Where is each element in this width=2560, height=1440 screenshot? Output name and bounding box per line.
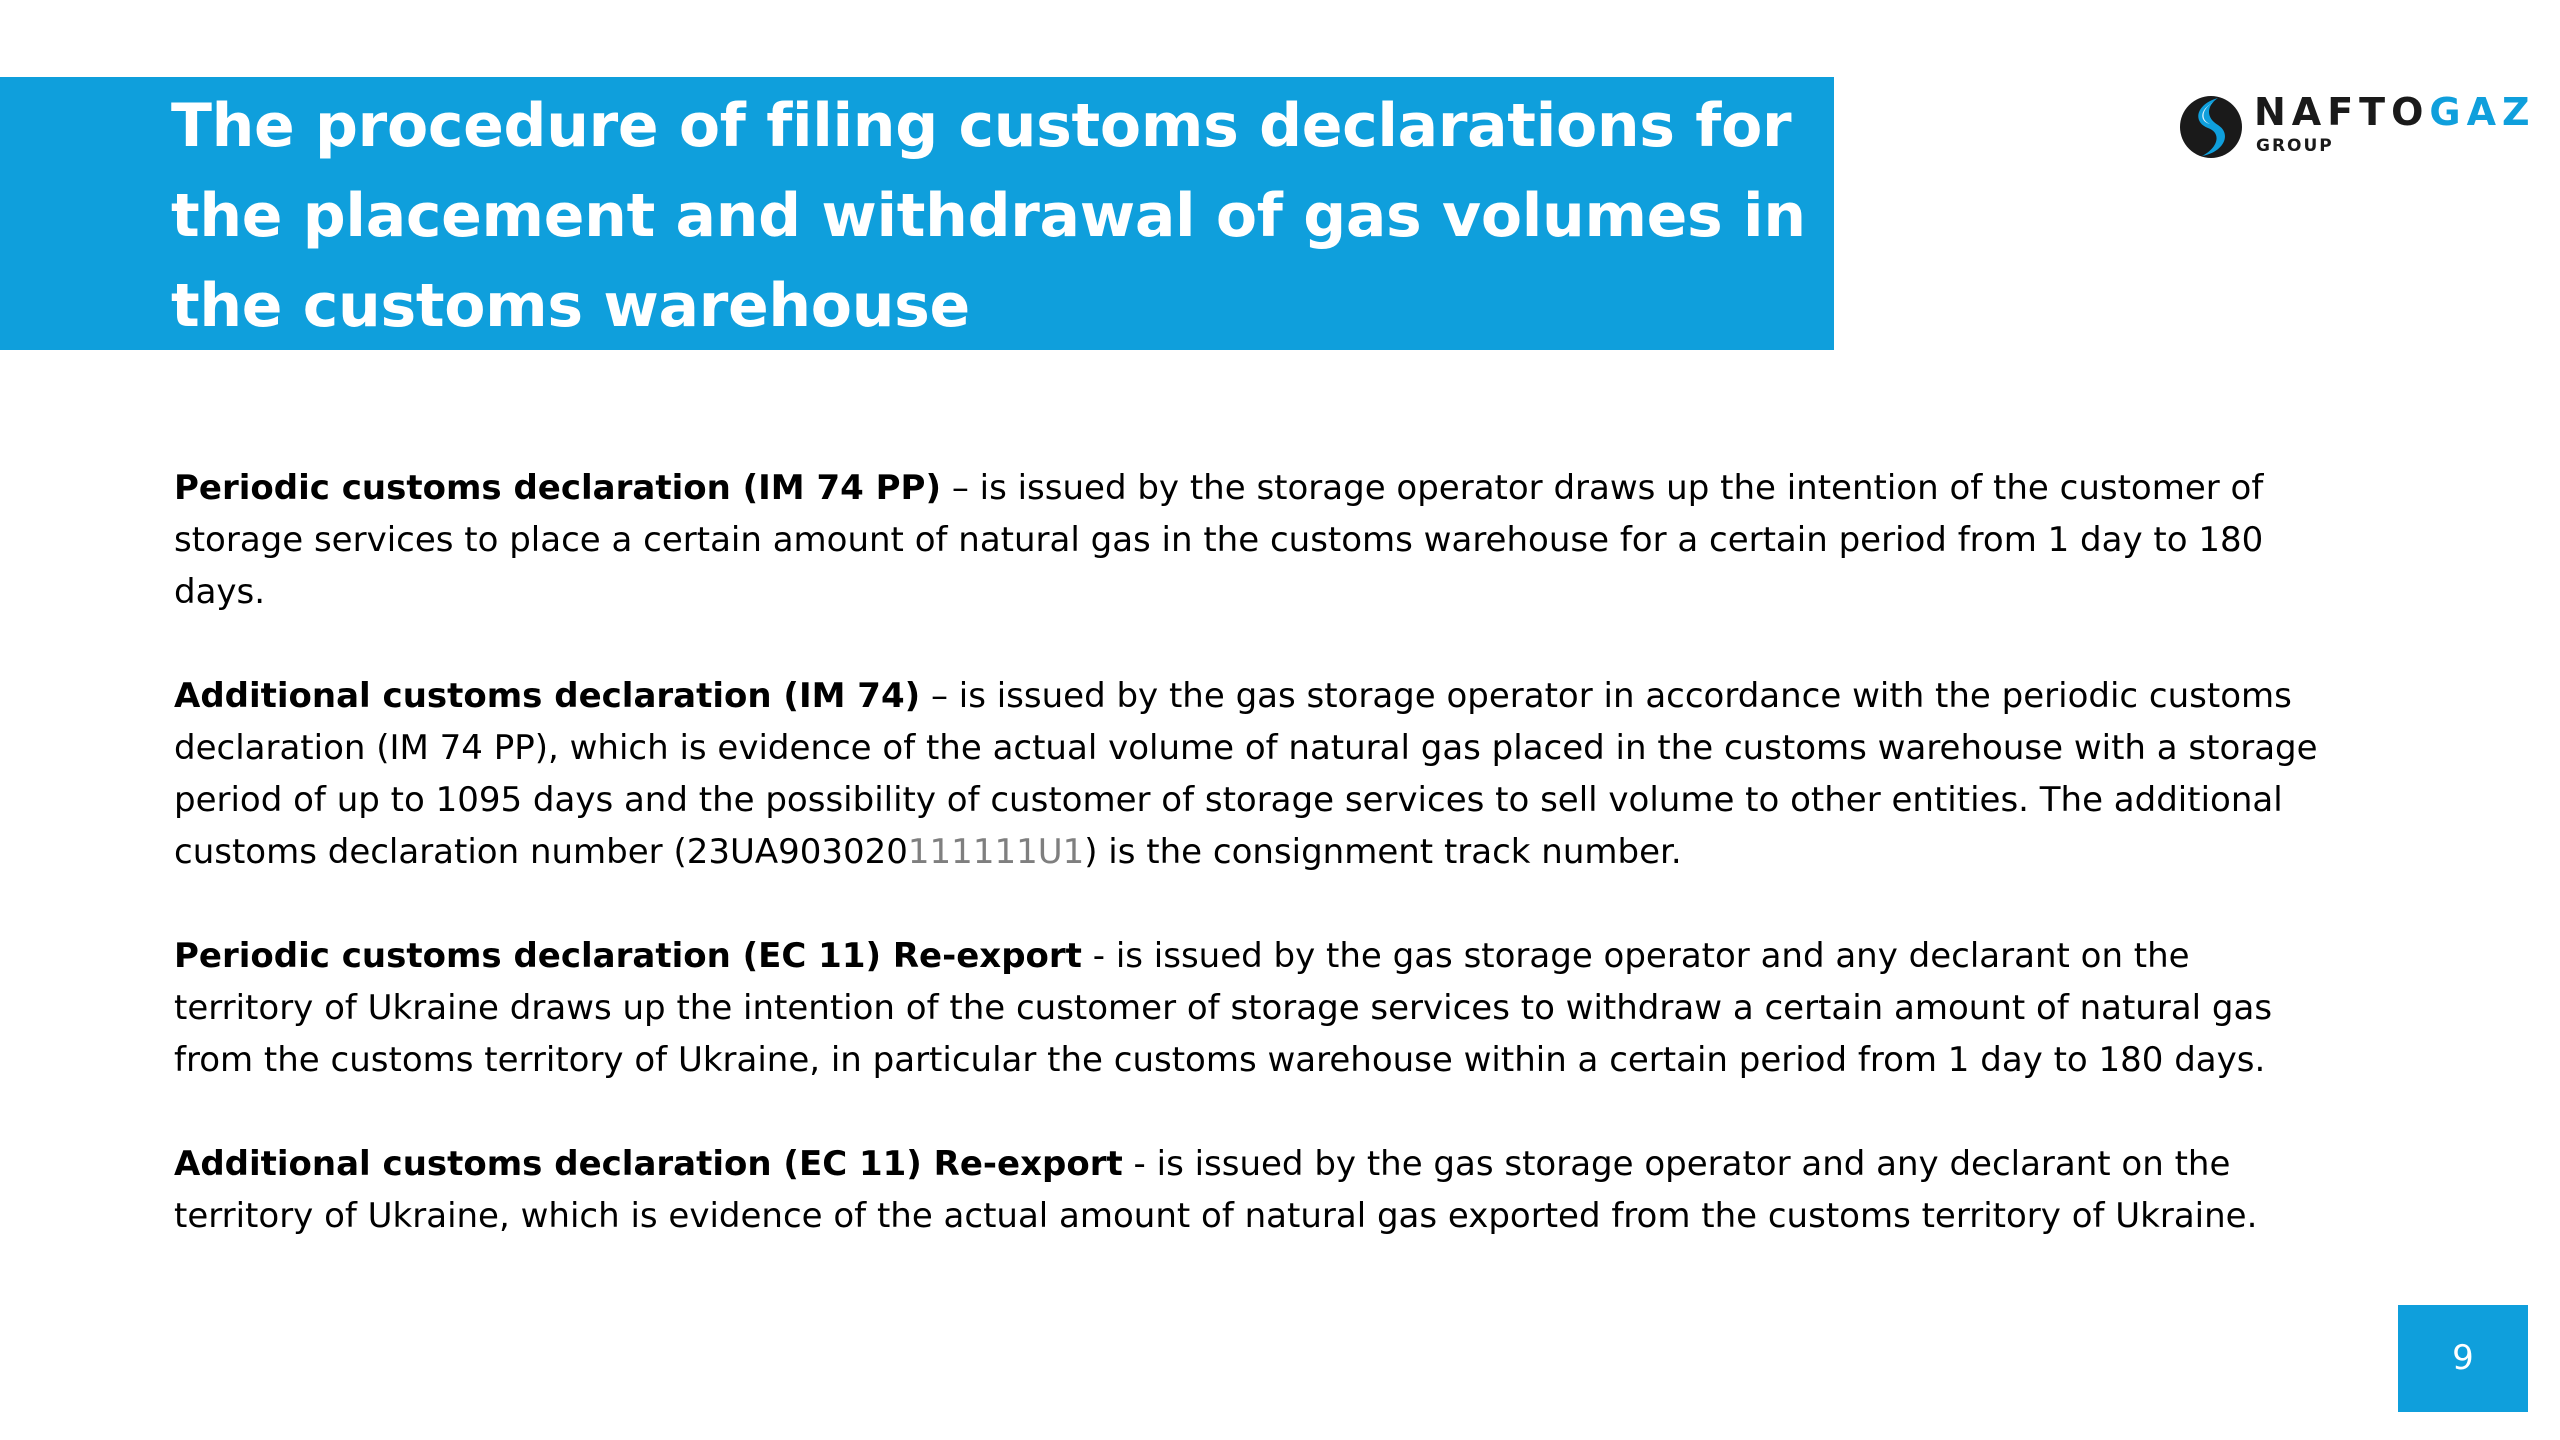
slide-title: The procedure of filing customs declarations for the placement and withdrawal of gas volumes in the customs warehouse	[171, 91, 1806, 341]
paragraph-text: – is issued by the gas storage operator in accordance with the periodic customs declaration (IM 74 PP), which is evidence of the actual volume of natural gas placed in the customs warehouse with a storage period of up to 1095 days and the possibility of customer of storage services to sell volume to other entities. The additional customs declaration number (23UA903020	[174, 676, 2318, 872]
paragraph-additional-im74	[174, 670, 2324, 878]
paragraph-periodic-ec11	[174, 930, 2324, 1086]
term-label: Periodic customs declaration (EC 11) Re-export	[174, 936, 1082, 976]
logo-wordmark	[2254, 90, 2536, 134]
paragraph-periodic-im74pp	[174, 462, 2324, 618]
naftogaz-flame-icon	[2178, 92, 2244, 162]
declaration-number-suffix: 111111U1	[907, 832, 1085, 872]
paragraph-additional-ec11	[174, 1138, 2324, 1242]
logo-subtitle: GROUP	[2256, 136, 2334, 156]
paragraph-text-after: ) is the consignment track number.	[1084, 832, 1682, 872]
term-label: Periodic customs declaration (IM 74 PP)	[174, 468, 942, 508]
paragraph-text: – is issued by the storage operator draws up the intention of the customer of storage services to place a certain amount of natural gas in the customs warehouse for a certain period from 1 day to 180 days.	[174, 468, 2264, 612]
term-label: Additional customs declaration (IM 74)	[174, 676, 921, 716]
naftogaz-logo	[2178, 88, 2536, 168]
logo-word-part2: GAZ	[2429, 90, 2536, 134]
logo-word-part1: NAFTO	[2254, 90, 2430, 134]
paragraph-text: - is issued by the gas storage operator and any declarant on the territory of Ukraine draws up the intention of the customer of storage services to withdraw a certain amount of natural gas from the customs territory of Ukraine, in particular the customs warehouse within a certain period from 1 day to 180 days.	[174, 936, 2273, 1080]
term-label: Additional customs declaration (EC 11) Re-export	[174, 1144, 1123, 1184]
paragraph-text: - is issued by the gas storage operator and any declarant on the territory of Ukraine, which is evidence of the actual amount of natural gas exported from the customs territory of Ukraine.	[174, 1144, 2258, 1236]
slide-body	[174, 462, 2324, 1294]
title-banner	[0, 77, 1834, 350]
page-number: 9	[2398, 1305, 2528, 1412]
